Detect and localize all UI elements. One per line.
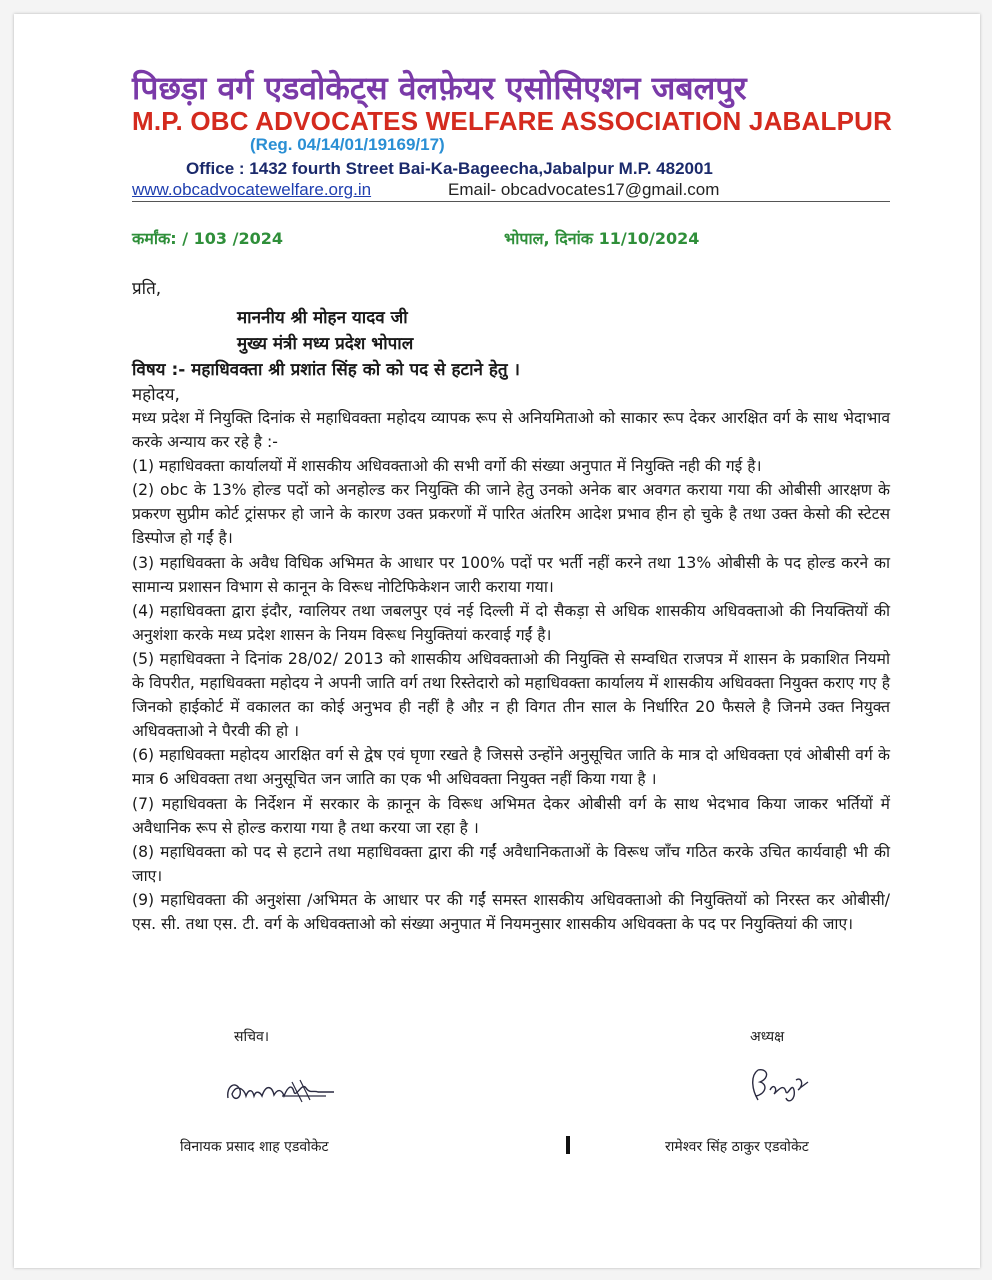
president-signature xyxy=(744,1060,814,1110)
secretary-name: विनायक प्रसाद शाह एडवोकेट xyxy=(180,1139,329,1155)
point-1: (1) महाधिवक्ता कार्यालयों में शासकीय अधिवक्ताओ की सभी वर्गो की संख्या अनुपात में नियुक्ति नही की गई है। xyxy=(132,457,762,476)
president-name: रामेश्वर सिंह ठाकुर एडवोकेट xyxy=(665,1139,809,1155)
letter-subject: विषय :- महाधिवक्ता श्री प्रशांत सिंह को को पद से हटाने हेतु । xyxy=(132,360,520,380)
email-address: Email- obcadvocates17@gmail.com xyxy=(448,180,720,199)
intro-paragraph: मध्य प्रदेश में नियुक्ति दिनांक से महाधिवक्ता महोदय व्यापक रूप से अनियमिताओ को साकार रूप देकर आरक्षित वर्ग के साथ भेदाभाव करके अन्याय कर रहे है :- xyxy=(132,409,890,452)
header-divider xyxy=(132,201,890,202)
point-7: (7) महाधिवक्ता के निर्देशन में सरकार के क़ानून के विरूध अभिमत देकर ओबीसी वर्ग के साथ भेदभाव किया जाकर भर्तियों में अवैधानिक रूप से होल्ड कराया गया है तथा करया जा रहा है । xyxy=(132,794,890,837)
prati-label: प्रति, xyxy=(132,279,162,299)
president-role: अध्यक्ष xyxy=(750,1029,785,1045)
letter-date: भोपाल, दिनांक 11/10/2024 xyxy=(504,229,700,248)
association-title-english: M.P. OBC ADVOCATES WELFARE ASSOCIATION JABALPUR xyxy=(132,106,893,136)
point-4: (4) महाधिवक्ता द्वारा इंदौर, ग्वालियर तथा जबलपुर एवं नई दिल्ली में दो सैकड़ा से अधिक शासकीय अधिवक्ताओ की नियक्तियों की अनुशंशा करके मध्य प्रदेश शासन के नियम विरूध नियुक्तियां करवाई गईं है। xyxy=(132,601,890,644)
reference-number: कर्मांक: / 103 /2024 xyxy=(132,229,284,248)
point-2: (2) obc के 13% होल्ड पदों को अनहोल्ड कर नियुक्ति की जाने हेतु उनको अनेक बार अवगत कराया गया की ओबीसी आरक्षण के प्रकरण सुप्रीम कोर्ट ट्रांसफर हो जाने के कारण उक्त प्रकरणों में पारित अंतरिम आदेश प्रभाव हीन हो चुके है तथा उक्त केसो की स्टेटस डिस्पोज हो गईं है। xyxy=(132,481,890,548)
association-title-hindi: पिछड़ा वर्ग एडवोकेट्स वेलफ़ेयर एसोसिएशन जबलपुर xyxy=(132,69,747,107)
secretary-signature xyxy=(222,1062,342,1112)
salutation: महोदय, xyxy=(132,385,180,405)
website-link[interactable]: www.obcadvocatewelfare.org.in xyxy=(132,180,372,199)
point-8: (8) महाधिवक्ता को पद से हटाने तथा महाधिवक्ता द्वारा की गईं अवैधानिकताओं के विरूध जाँच गठित करके उचित कार्यवाही भी की जाए। xyxy=(132,842,890,885)
point-3: (3) महाधिवक्ता के अवैध विधिक अभिमत के आधार पर 100% पदों पर भर्ती नहीं करने तथा 13% ओबीसी के पद होल्ड करने का सामान्य प्रशासन विभाग से कानून के विरूध नोटिफिकेशन जारी कराया गया। xyxy=(132,553,890,596)
registration-number: (Reg. 04/14/01/19169/17) xyxy=(250,135,445,154)
letter-page xyxy=(14,14,980,1268)
separator-mark xyxy=(566,1136,570,1154)
letter-body xyxy=(132,406,890,936)
point-6: (6) महाधिवक्ता महोदय आरक्षित वर्ग से द्वेष एवं घृणा रखते है जिससे उन्होंने अनुसूचित जाति के मात्र दो अधिवक्ता एवं ओबीसी वर्ग के मात्र 6 अधिवक्ता तथा अनुसूचित जन जाति का एक भी अधिवक्ता नियुक्त नहीं किया गया है । xyxy=(132,746,890,789)
recipient-name: माननीय श्री मोहन यादव जी xyxy=(237,308,408,328)
recipient-designation: मुख्य मंत्री मध्य प्रदेश भोपाल xyxy=(237,334,414,354)
secretary-role: सचिव। xyxy=(234,1029,270,1045)
office-address: Office : 1432 fourth Street Bai-Ka-Bageecha,Jabalpur M.P. 482001 xyxy=(186,159,713,178)
point-5: (5) महाधिवक्ता ने दिनांक 28/02/ 2013 को शासकीय अधिवक्ताओ की नियुक्ति से सम्वधित राजपत्र में शासन के प्रकाशित नियमो के विपरीत, महाधिवक्ता महोदय ने अपनी जाति वर्ग तथा रिस्तेदारो को महाधिवक्ता कार्यालय में शासकीय अधिवक्ता नियुक्त कराए गए है जिनको हाईकोर्ट में वकालत का कोई अनुभव ही नहीं है औऱ न ही विगत तीन साल के निर्धारित 20 फैसले है जिनमे उक्त नियुक्त अधिवक्ताओ ने पैरवी की हो । xyxy=(132,649,890,741)
point-9: (9) महाधिवक्ता की अनुशंसा /अभिमत के आधार पर की गईं समस्त शासकीय अधिवक्ताओ की नियुक्तियों को निरस्त कर ओबीसी/ एस. सी. तथा एस. टी. वर्ग के अधिवक्ताओ को संख्या अनुपात में नियमनुसार शासकीय अधिवक्ता के पद पर नियुक्तियां की जाए। xyxy=(132,890,890,933)
